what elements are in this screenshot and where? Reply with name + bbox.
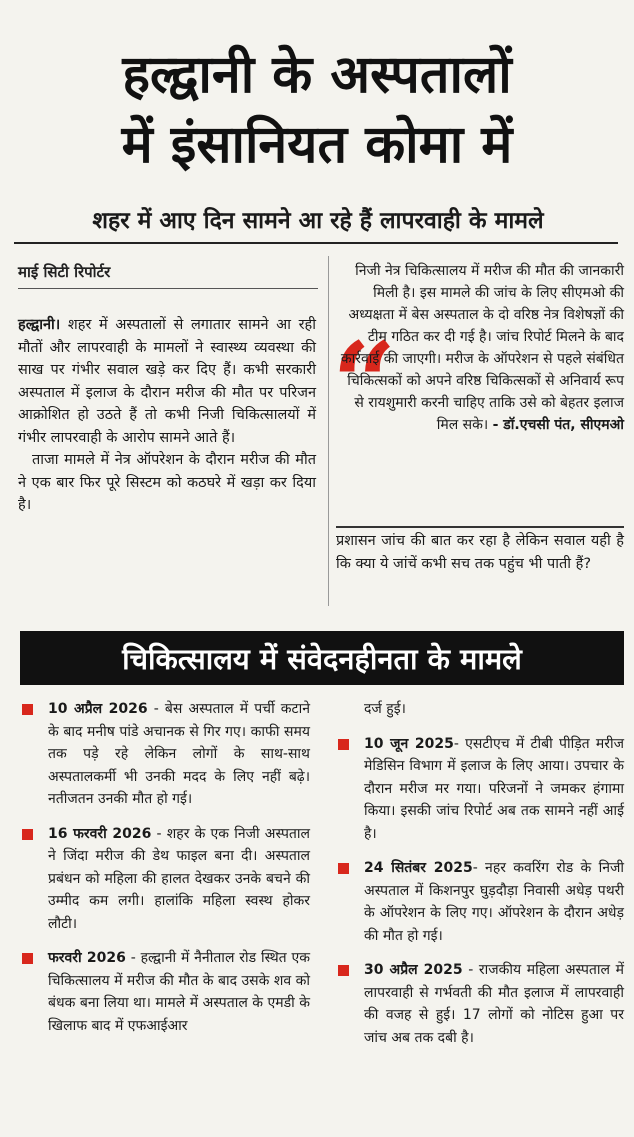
case-date: 10 अप्रैल 2026 [48, 701, 148, 717]
sub-headline: शहर में आए दिन सामने आ रहे हैं लापरवाही के मामले [92, 208, 544, 234]
paragraph-text: शहर में अस्पतालों से लगातार सामने आ रही मौतों और लापरवाही के मामलों ने स्वास्थ्य व्यवस्था की साख पर गंभीर सवाल खड़े कर दिए हैं। कभी सरकारी अस्पताल में इलाज के दौरान मरीज की मौत पर परिजन आक्रोशित हो उठते हैं तो कभी निजी चिकित्सालयों में गंभीर लापरवाही के आरोप सामने आते हैं। [18, 317, 317, 446]
case-continuation: दर्ज हुई। [364, 701, 406, 717]
red-square-bullet-icon [338, 739, 349, 750]
list-item [20, 698, 310, 811]
quote-attribution: - डॉ.एचसी पंत, सीएमओ [492, 417, 624, 433]
list-item [20, 947, 310, 1037]
headline [8, 40, 626, 180]
article-paragraph: ताजा मामले में नेत्र ऑपरेशन के दौरान मरीज की मौत ने एक बार फिर पूरे सिस्टम को कठघरे में खड़ा कर दिया है। [18, 452, 316, 513]
red-square-bullet-icon [338, 965, 349, 976]
red-square-bullet-icon [22, 704, 33, 715]
dateline: हल्द्वानी। [18, 317, 61, 333]
list-item [20, 823, 310, 936]
list-item [336, 733, 624, 846]
case-date: 10 जून 2025 [364, 735, 454, 752]
official-quote [336, 260, 624, 436]
list-item [336, 857, 624, 947]
article-body-right: प्रशासन जांच की बात कर रहा है लेकिन सवाल यही है कि क्या ये जांचें कभी सच तक पहुंच भी पाती हैं? [336, 533, 624, 572]
quote-mark-icon: “ [332, 319, 397, 450]
case-text: - शहर के एक निजी अस्पताल ने जिंदा मरीज की डेथ फाइल बना दी। अस्पताल प्रबंधन को महिला की हालत देखकर उनके बचने की उम्मीद कम लगी। हालांकि महिला स्वस्थ होकर लौटी। [48, 825, 311, 932]
byline: माई सिटी रिपोर्टर [18, 263, 111, 281]
divider [18, 288, 318, 289]
case-text: - बेस अस्पताल में पर्ची कटाने के बाद मनीष पांडे अचानक से गिर गए। काफी समय तक पड़े रहे लेकिन लोगों के साथ-साथ अस्पतालकर्मी भी उनकी मदद के लिए नहीं बढ़े। नतीजतन उनकी मौत हो गई। [48, 701, 310, 807]
divider [336, 526, 624, 528]
case-date: 16 फरवरी 2026 [48, 825, 152, 842]
red-square-bullet-icon [22, 953, 33, 964]
case-text: - हल्द्वानी में नैनीताल रोड स्थित एक चिकित्सालय में मरीज की मौत के बाद उसके शव को बंधक बना लिया था। मामले में अस्पताल के एमडी के खिलाफ बाद में एफआईआर [48, 950, 310, 1034]
column-divider [328, 256, 329, 606]
headline-line-2: में इंसानियत कोमा में [121, 115, 513, 175]
divider [14, 242, 618, 244]
quote-text: निजी नेत्र चिकित्सालय में मरीज की मौत की जानकारी मिली है। इस मामले की जांच के लिए सीएमओ की अध्यक्षता में बेस अस्पताल के दो वरिष्ठ नेत्र विशेषज्ञों की टीम गठित कर दी गई है। जांच रिपोर्ट मिलने के बाद कार्रवाई की जाएगी। मरीज के ऑपरेशन से पहले संबंधित चिकित्सकों को अपने वरिष्ठ चिकित्सकों से अनिवार्य रूप से रायशुमारी करनी चाहिए ताकि उसे को बेहतर इलाज मिल सके। [340, 263, 624, 433]
headline-line-1: हल्द्वानी के अस्पतालों [122, 45, 512, 105]
section-banner: चिकित्सालय में संवेदनहीनता के मामले [20, 631, 624, 685]
case-date: फरवरी 2026 [48, 950, 126, 966]
case-text: - राजकीय महिला अस्पताल में लापरवाही से गर्भवती की मौत इलाज में लापरवाही की वजह से हुई। 17 लोगों को नोटिस हुआ पर जांच अब तक दबी है। [364, 962, 624, 1046]
case-text: - नहर कवरिंग रोड के निजी अस्पताल में किशनपुर घुड़दौड़ा निवासी अधेड़ पथरी के ऑपरेशन के लिए गए। ऑपरेशन के दौरान अधेड़ की मौत हो गई। [364, 860, 624, 944]
case-text: - एसटीएच में टीबी पीड़ित मरीज मेडिसिन विभाग में इलाज के लिए आया। उपचार के दौरान मरीज मर गया। परिजनों ने जमकर हंगामा किया। इसकी जांच रिपोर्ट अब तक सामने नहीं आई है। [364, 735, 624, 842]
list-item [336, 959, 624, 1049]
case-date: 30 अप्रैल 2025 [364, 962, 463, 978]
red-square-bullet-icon [22, 829, 33, 840]
case-date: 24 सितंबर 2025 [364, 860, 473, 876]
case-list-left [20, 698, 310, 1049]
case-list-right [336, 698, 624, 1061]
article-paragraph [18, 314, 316, 449]
article-body-left [18, 314, 316, 517]
red-square-bullet-icon [338, 863, 349, 874]
